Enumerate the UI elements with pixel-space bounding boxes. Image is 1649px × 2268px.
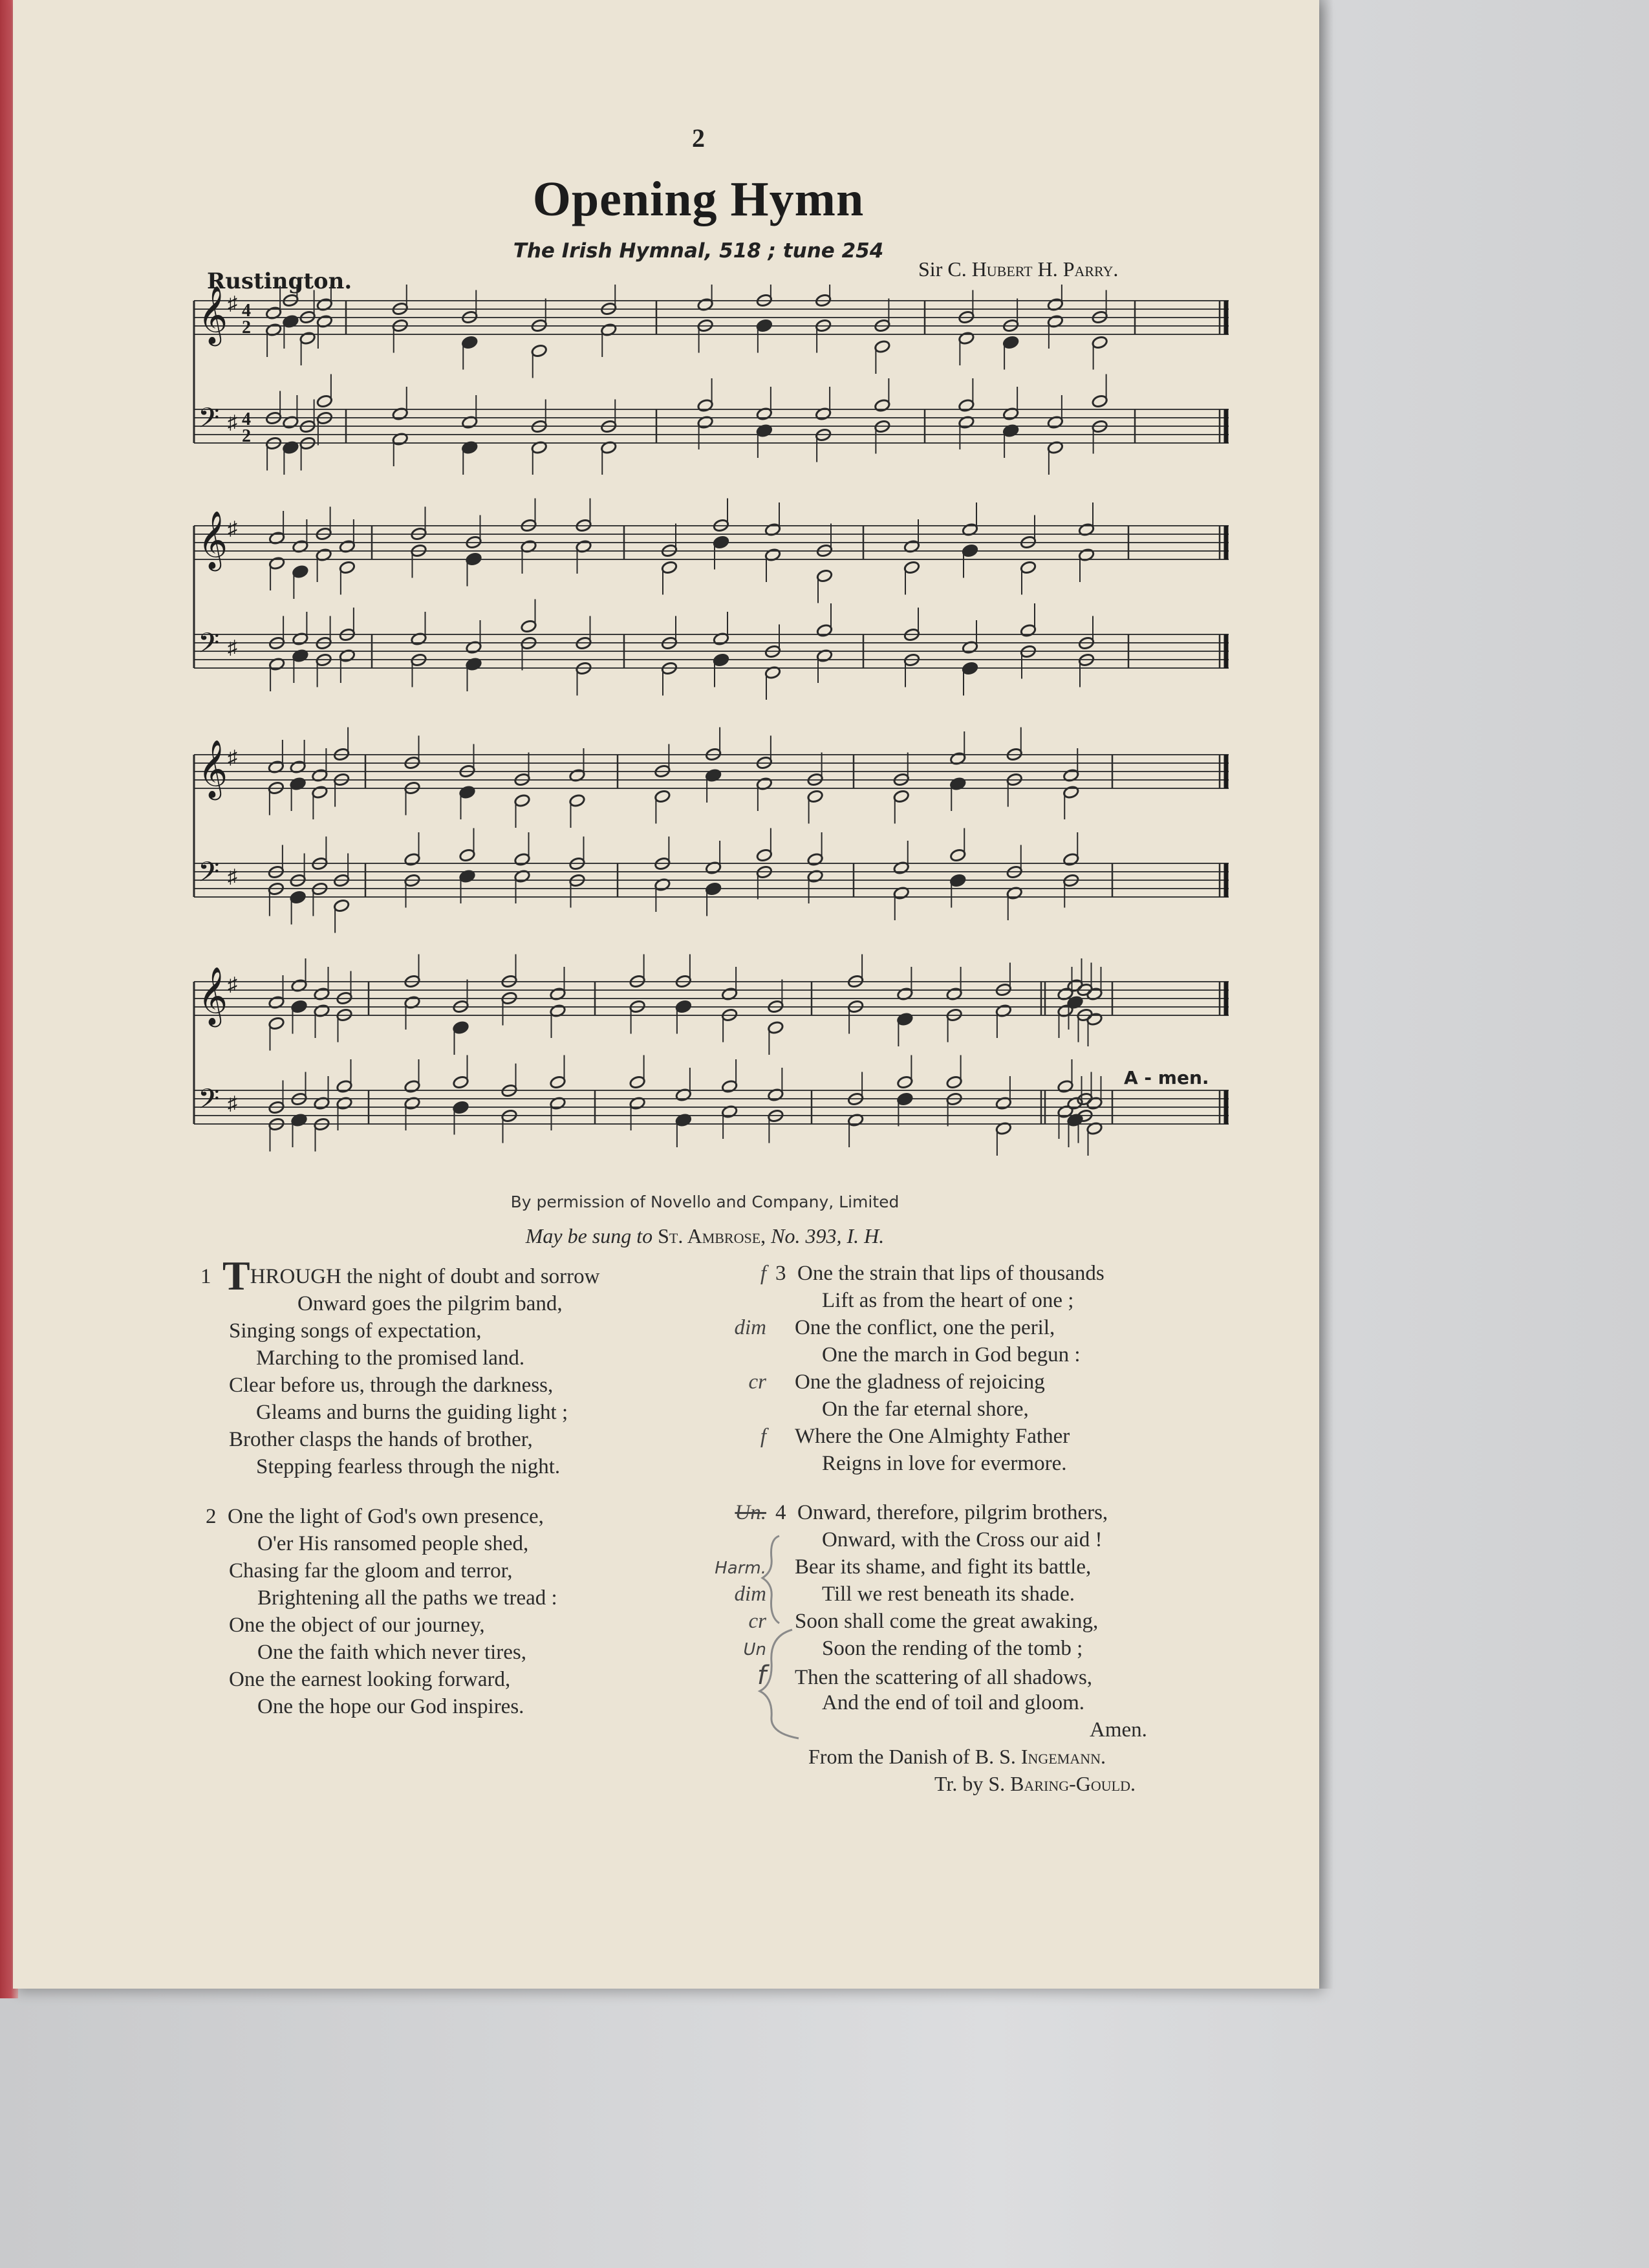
verse-line [695,1396,1105,1423]
composer-prefix: Sir C. [918,257,972,281]
verse-text: Lift as from the heart of one ; [822,1289,1074,1312]
verse-text: Where the One Almighty Father [795,1425,1070,1448]
verse-text: Onward, with the Cross our aid ! [822,1528,1103,1551]
dynamic-mark: dim [734,1316,766,1339]
verse-line: One the hope our God inspires. [257,1695,524,1718]
credit-text: Tr. by S. [934,1772,1011,1795]
music-score [188,285,1235,1177]
verse-line: Clear before us, through the darkness, [229,1374,554,1397]
bass-clef: 𝄢 [198,402,220,441]
page-number: 2 [692,124,705,153]
verse-text: One the light of God's own presence, [228,1505,544,1528]
verse-line: Singing songs of expectation, [229,1319,482,1343]
verse-line [695,1314,1105,1341]
verse-line [695,1287,1105,1314]
verse-line: Stepping fearless through the night. [256,1455,561,1478]
verse-line [695,1341,1105,1368]
verse-line [200,1253,600,1299]
verse-line: Marching to the promised land. [256,1346,525,1370]
dynamic-mark: cr [748,1370,766,1394]
verse-line: Onward goes the pilgrim band, [297,1292,563,1315]
bass-clef: 𝄢 [198,627,220,666]
verse-amen: Amen. [1090,1718,1147,1742]
verse-text: One the strain that lips of thousands [797,1262,1105,1285]
time-signature: 2 [242,318,251,338]
composer-name: Hubert H. Parry. [971,257,1119,281]
verse-text: Soon shall come the great awaking, [795,1610,1099,1633]
verse-1 [200,1253,600,1480]
verse-text: One the gladness of rejoicing [795,1370,1045,1394]
verse-line: Brother clasps the hands of brother, [229,1428,533,1451]
key-signature-sharp: ♯ [228,747,237,768]
verse-text: One the conflict, one the peril, [795,1316,1055,1339]
permission-notice: By permission of Novello and Company, Limited [510,1193,900,1211]
key-signature-sharp: ♯ [228,293,237,314]
verse-line: O'er His ransomed people shed, [257,1532,529,1555]
verse-line: Brightening all the paths we tread : [257,1586,557,1610]
credit-name: Baring-Gould. [1010,1772,1136,1795]
verse-line: One the object of our journey, [229,1614,485,1637]
verse-line [695,1260,1105,1287]
credit-line-1 [808,1743,1136,1770]
tune-name: Rustington. [207,268,352,294]
verse-3 [695,1260,1105,1477]
handwritten-mark: Un [743,1640,766,1659]
bass-clef: 𝄢 [198,1083,220,1122]
treble-clef: 𝄞 [198,286,228,344]
credit-line-2 [808,1770,1136,1797]
drop-cap: T [222,1253,250,1299]
alternate-tune [0,1224,1410,1248]
hymn-title: Opening Hymn [532,172,865,226]
verse-text: One the march in God begun : [822,1343,1081,1366]
alt-tune-prefix: May be sung to [525,1224,658,1247]
verse-text: Bear its shame, and fight its battle, [795,1555,1092,1579]
alt-tune-name: St. Ambrose, [658,1224,766,1247]
verse-line [206,1503,557,1530]
handwritten-bracket [753,1533,805,1740]
verse-text: Then the scattering of all shadows, [795,1666,1093,1689]
verse-text: And the end of toil and gloom. [822,1691,1085,1714]
treble-clef: 𝄞 [198,967,228,1025]
key-signature-sharp: ♯ [228,518,237,539]
verse-line [695,1368,1105,1396]
time-signature: 2 [242,426,251,446]
key-signature-sharp: ♯ [228,974,237,995]
dynamic-mark: Un. [735,1501,766,1524]
dynamic-mark: dim [734,1582,766,1606]
treble-clef: 𝄞 [198,740,228,798]
key-signature-sharp: ♯ [228,1093,237,1114]
verse-text: Reigns in love for evermore. [822,1452,1067,1475]
time-signature: 4 [242,301,251,321]
handwritten-mark: f [757,1661,766,1690]
verse-line [695,1423,1105,1450]
key-signature-sharp: ♯ [228,866,237,887]
key-signature-sharp: ♯ [228,637,237,658]
credit-name: Ingemann. [1020,1745,1106,1768]
verse-line: Chasing far the gloom and terror, [229,1559,513,1582]
verse-number: 2 [206,1505,217,1528]
verse-number: 4 [775,1501,786,1524]
verse-text: Soon the rending of the tomb ; [822,1637,1083,1660]
verse-line [695,1499,1147,1526]
bass-clef: 𝄢 [198,856,220,895]
verse-line: Gleams and burns the guiding light ; [256,1401,568,1424]
handwritten-mark: Harm. [715,1559,766,1578]
amen-label: A - men. [1124,1067,1209,1088]
verse-first-line: HROUGH the night of doubt and sorrow [250,1265,600,1288]
page-shadow [1319,0,1333,1989]
verse-text: On the far eternal shore, [822,1398,1029,1421]
verse-text: Till we rest beneath its shade. [822,1582,1075,1606]
verse-number: 1 [200,1265,211,1288]
dynamic-mark: cr [748,1610,766,1633]
time-signature: 4 [242,409,251,429]
dynamic-mark: f [760,1425,766,1448]
verse-line: One the earnest looking forward, [229,1668,511,1691]
verse-number: 3 [775,1262,786,1285]
dynamic-mark: f [760,1262,766,1285]
verse-line: One the faith which never tires, [257,1641,527,1664]
key-signature-sharp: ♯ [228,412,237,433]
verse-text: Onward, therefore, pilgrim brothers, [797,1501,1108,1524]
credit-text: From the Danish of B. S. [808,1745,1021,1768]
alt-tune-suffix: No. 393, I. H. [766,1224,885,1247]
translation-credit [808,1743,1136,1797]
hymn-source: The Irish Hymnal, 518 ; tune 254 [513,239,884,263]
composer [918,257,1196,281]
treble-clef: 𝄞 [198,511,228,569]
verse-2 [206,1503,557,1720]
verse-line [695,1450,1105,1477]
